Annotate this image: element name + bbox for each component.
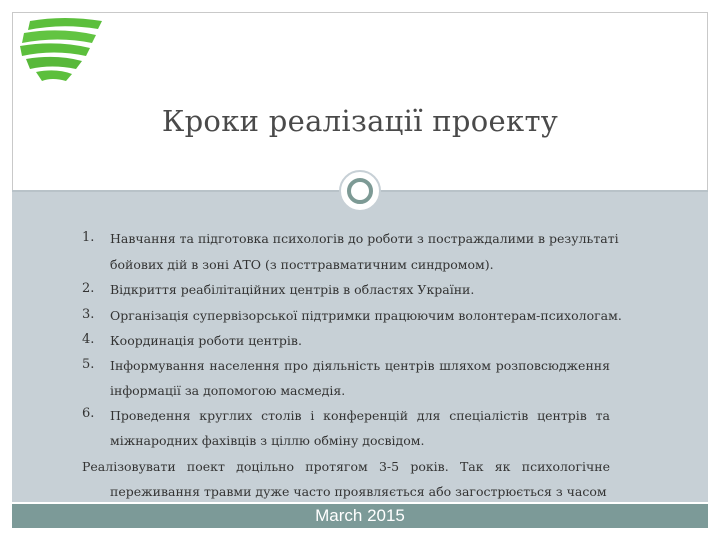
- list-item-text: Інформування населення про діяльність центрів шляхом розповсюдження: [110, 358, 610, 373]
- footer-bar: [12, 504, 708, 528]
- list-item-text: інформації за допомогою масмедія.: [110, 383, 346, 398]
- list-item-number: 6.: [82, 406, 95, 421]
- slide-title: Кроки реалізації проекту: [161, 104, 559, 138]
- summary-paragraph-line: Реалізовувати поект доцільно протягом 3-5 років. Так як психологічне: [82, 459, 610, 474]
- list-item-text: бойових дій в зоні АТО (з посттравматичним синдромом).: [110, 257, 494, 272]
- list-item-text: Координація роботи центрів.: [110, 333, 302, 348]
- list-item-number: 1.: [82, 230, 95, 245]
- list-item-text: міжнародних фахівців з ціллю обміну досвідом.: [110, 433, 425, 448]
- list-item-text: Навчання та підготовка психологів до роботи з постраждалими в результаті: [110, 231, 619, 246]
- list-item-number: 5.: [82, 357, 95, 372]
- list-item-number: 2.: [82, 281, 95, 296]
- list-item-number: 3.: [82, 307, 95, 322]
- divider-ring-icon: [347, 178, 373, 204]
- list-item-number: 4.: [82, 332, 95, 347]
- green-ribbon-logo-icon: [16, 15, 106, 85]
- footer-date: March 2015: [315, 506, 405, 525]
- title-frame: [12, 12, 708, 192]
- list-item-text: Проведення круглих столів і конференцій для спеціалістів центрів та: [110, 408, 610, 423]
- list-item-text: Відкриття реабілітаційних центрів в областях України.: [110, 282, 475, 297]
- summary-paragraph-line: переживання травми дуже часто проявляється або загострюється з часом: [110, 484, 607, 499]
- list-item-text: Організація супервізорської підтримки працюючим волонтерам-психологам.: [110, 308, 622, 323]
